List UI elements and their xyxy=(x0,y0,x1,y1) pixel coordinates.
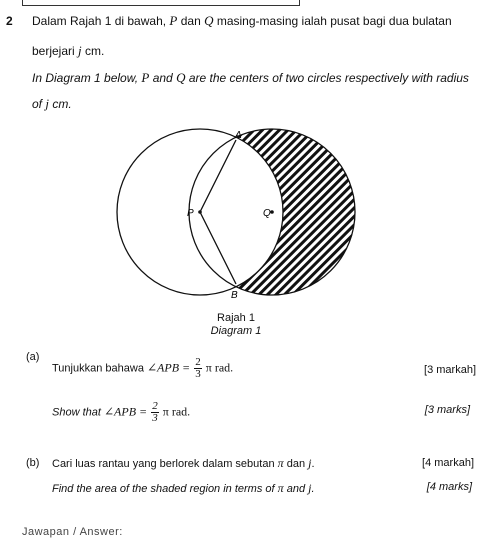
malay-text: masing-masing ialah pusat bagi dua bulatan xyxy=(216,14,452,28)
part-a-malay xyxy=(52,357,233,380)
marks-text: [4 marks] xyxy=(426,481,472,493)
label-A: A xyxy=(235,130,242,141)
fraction-two-thirds xyxy=(194,357,202,380)
frac-num: 2 xyxy=(152,400,158,412)
period: . xyxy=(311,458,315,470)
english-text: are the centers of two circles respectively with radius xyxy=(188,71,469,85)
shaded-region xyxy=(117,120,380,310)
malay-text: dan xyxy=(180,14,201,28)
part-b-malay xyxy=(52,456,315,471)
part-b-malay-text: Cari luas rantau yang berlorek dalam sebutan xyxy=(52,458,275,470)
part-b-english-marks xyxy=(427,481,472,493)
var-j: j xyxy=(78,43,82,58)
point-P xyxy=(198,210,202,214)
part-b-malay-text: dan xyxy=(286,458,306,470)
var-j: j xyxy=(308,456,312,470)
var-j: j xyxy=(308,481,312,495)
english-text: cm. xyxy=(52,97,72,111)
caption-english: Diagram 1 xyxy=(210,325,262,337)
angle-APB: ∠APB = xyxy=(147,360,191,375)
angle-APB: ∠APB = xyxy=(103,404,148,419)
frac-num: 2 xyxy=(195,356,201,368)
malay-text: cm. xyxy=(85,44,105,58)
var-Q: Q xyxy=(204,13,214,28)
marks-text: [3 marks] xyxy=(424,404,470,416)
part-a-label: (a) xyxy=(26,351,40,363)
var-P: P xyxy=(169,13,178,28)
frac-den: 3 xyxy=(152,412,158,424)
pi-rad: π rad. xyxy=(205,360,234,375)
var-P: P xyxy=(141,70,150,85)
malay-text: berjejari xyxy=(32,44,75,58)
part-b-malay-marks xyxy=(422,457,474,469)
malay-text: Dalam Rajah 1 di bawah, xyxy=(32,14,167,28)
english-text: and xyxy=(152,71,173,85)
var-pi: π xyxy=(277,456,284,470)
part-a-english xyxy=(52,401,190,424)
frac-den: 3 xyxy=(195,368,201,380)
part-a-malay-marks xyxy=(424,364,476,376)
pi-rad: π rad. xyxy=(162,404,191,419)
part-b-label: (b) xyxy=(26,457,40,469)
var-pi: π xyxy=(277,481,284,495)
english-text: In Diagram 1 below, xyxy=(32,71,139,85)
caption-malay: Rajah 1 xyxy=(217,312,255,324)
var-j: j xyxy=(45,96,49,111)
period: . xyxy=(311,483,315,495)
var-Q: Q xyxy=(176,70,186,85)
part-a-malay-text: Tunjukkan bahawa xyxy=(52,362,144,375)
part-b-english-text: and xyxy=(286,483,306,495)
fraction-two-thirds xyxy=(151,401,159,424)
marks-text: [4 markah] xyxy=(422,457,474,469)
part-a-english-marks xyxy=(425,404,470,416)
english-text: of xyxy=(32,97,43,111)
marks-text: [3 markah] xyxy=(424,364,476,376)
question-number: 2 xyxy=(6,14,13,28)
label-B: B xyxy=(231,290,238,301)
part-b-english-text: Find the area of the shaded region in terms of xyxy=(52,483,275,495)
label-P: P xyxy=(187,208,194,219)
part-b-english xyxy=(52,481,315,496)
part-a-english-text: Show that xyxy=(52,406,101,419)
answer-label: Jawapan / Answer: xyxy=(22,526,123,538)
label-Q: Q xyxy=(263,208,271,219)
